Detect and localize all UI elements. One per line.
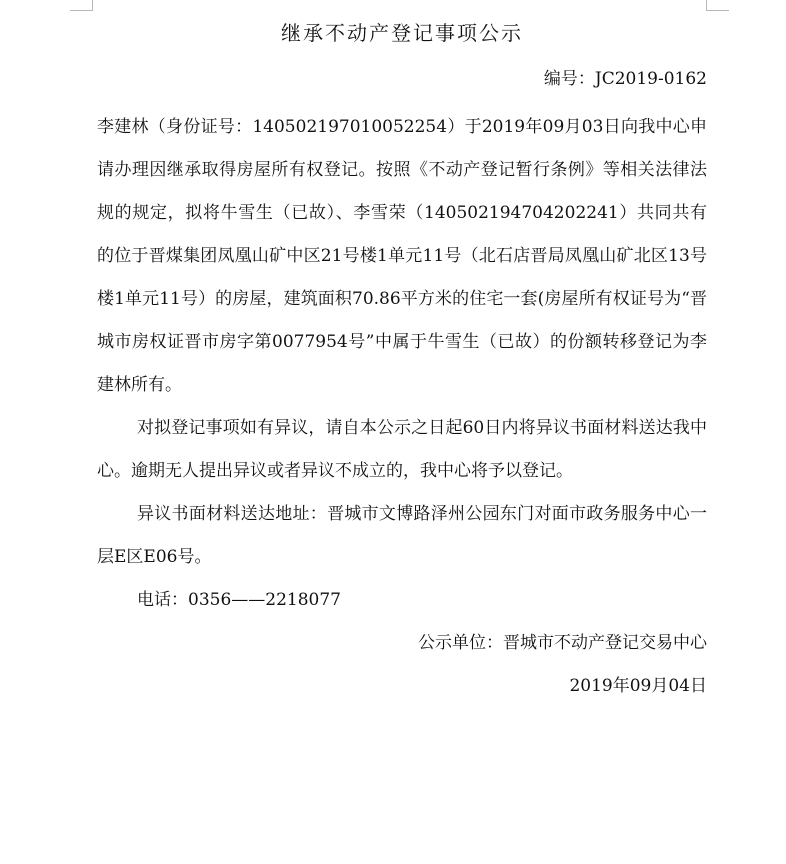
paragraph-objection: 对拟登记事项如有异议，请自本公示之日起60日内将异议书面材料送达我中心。逾期无人提出异议或者异议不成立的，我中心将予以登记。 (97, 418, 707, 481)
paragraph-application: 李建林（身份证号：140502197010052254）于2019年09月03日向我中心申请办理因继承取得房屋所有权登记。按照《不动产登记暂行条例》等相关法律法规的规定，拟将牛雪生（已故）、李雪荣（140502194704202241）共同共有的位于晋煤集团凤凰山矿中区21号楼1单元11号（北石店晋局凤凰山矿北区13号楼1单元11号）的房屋，建筑面积70.86平方米的住宅一套(房屋所有权证号为“晋城市房权证晋市房字第0077954号”中属于牛雪生（已故）的份额转移登记为李建林所有。 (97, 117, 707, 395)
page-corner-mark-right (706, 0, 729, 11)
page-corner-mark-left (70, 0, 93, 11)
paragraph-phone: 电话：0356——2218077 (137, 590, 341, 610)
paragraph-address: 异议书面材料送达地址：晋城市文博路泽州公园东门对面市政务服务中心一层E区E06号。 (97, 504, 707, 567)
document-page (97, 18, 707, 708)
document-title: 继承不动产登记事项公示 (281, 21, 523, 45)
issue-date: 2019年09月04日 (569, 676, 707, 696)
issuer: 公示单位：晋城市不动产登记交易中心 (418, 633, 707, 653)
document-number: 编号：JC2019-0162 (543, 69, 707, 89)
